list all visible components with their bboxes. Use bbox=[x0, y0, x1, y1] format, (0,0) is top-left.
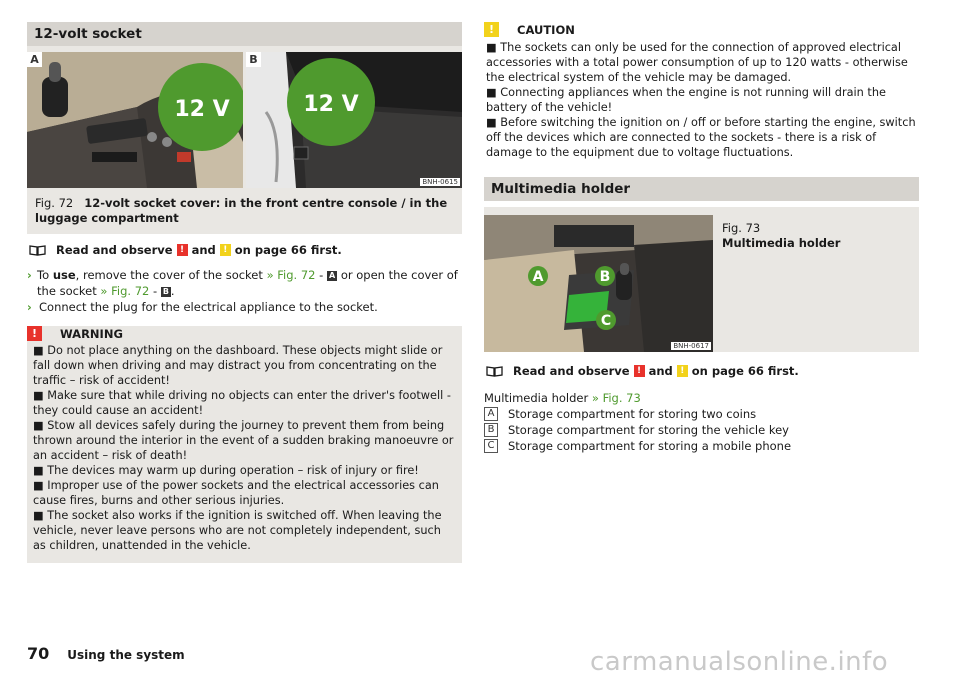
figure-72 bbox=[27, 46, 462, 234]
legend-text: Storage compartment for storing a mobile phone bbox=[508, 439, 792, 453]
holder-label-b: B bbox=[599, 269, 611, 285]
book-icon bbox=[486, 365, 503, 377]
legend-text: Storage compartment for storing the vehicle key bbox=[508, 423, 789, 437]
legend-item bbox=[484, 438, 919, 454]
legend-key-c: C bbox=[484, 439, 498, 453]
warning-line: ■ Do not place anything on the dashboard. These objects might slide or fall down when driving and may distract you from concentrating on the traffic – risk of accident! bbox=[33, 344, 443, 387]
legend-text: Storage compartment for storing two coins bbox=[508, 407, 757, 421]
warning-box bbox=[27, 326, 462, 563]
key-b-badge: B bbox=[162, 287, 169, 296]
legend-item bbox=[484, 422, 919, 438]
warning-line: ■ The socket also works if the ignition is switched off. When leaving the vehicle, never leave persons who are not completely independent, such as children, unattended in the vehicle. bbox=[33, 509, 442, 552]
caution-ref-icon: ! bbox=[677, 365, 688, 377]
caution-title: CAUTION bbox=[517, 22, 575, 37]
book-icon bbox=[29, 244, 46, 256]
holder-label-a: A bbox=[532, 269, 544, 285]
holder-illustration bbox=[484, 215, 713, 352]
fig-label-b: B bbox=[246, 52, 261, 67]
chevron-right-icon: › bbox=[27, 300, 32, 314]
warning-ref-icon: ! bbox=[634, 365, 645, 377]
console-illustration bbox=[27, 52, 243, 188]
figure-72-caption bbox=[27, 188, 462, 226]
warning-icon: ! bbox=[27, 326, 42, 341]
chevron-right-icon: › bbox=[27, 268, 32, 282]
step-2-text: Connect the plug for the electrical appliance to the socket. bbox=[39, 300, 378, 314]
fig-b-12v-label: 12 V bbox=[303, 92, 359, 117]
luggage-illustration bbox=[246, 52, 462, 188]
fig-label-a: A bbox=[27, 52, 42, 67]
step-1-text: To use, remove the cover of the socket » Fig. 72 - A or open the cover of the socket » Fig. 72 - B . bbox=[37, 268, 458, 298]
read-observe-and: and bbox=[191, 243, 216, 257]
read-and-observe bbox=[484, 364, 919, 378]
warning-header bbox=[27, 326, 462, 341]
photo-front-console bbox=[27, 52, 243, 188]
photo-luggage-compartment bbox=[246, 52, 462, 188]
figure-72-title: 12-volt socket cover: in the front centre console / in the luggage compartment bbox=[35, 196, 448, 225]
photo-multimedia-holder bbox=[484, 215, 713, 352]
figure-code: BNH-0617 bbox=[673, 342, 709, 350]
warning-title: WARNING bbox=[60, 326, 123, 341]
legend-key-b: B bbox=[484, 423, 498, 437]
left-column bbox=[27, 22, 462, 563]
warning-line: ■ Make sure that while driving no objects can enter the driver's footwell - they could cause an accident! bbox=[33, 389, 451, 417]
warning-line: ■ Stow all devices safely during the journey to prevent them from being thrown around the interior in the event of a sudden braking manoeuvre or an accident – risk of death! bbox=[33, 419, 454, 462]
caution-body bbox=[484, 37, 919, 160]
legend-key-a: A bbox=[484, 407, 498, 421]
read-and-observe bbox=[27, 243, 462, 257]
caution-ref-icon: ! bbox=[220, 244, 231, 256]
watermark: carmanualsonline.info bbox=[590, 647, 889, 677]
figure-73-title: Multimedia holder bbox=[722, 236, 841, 250]
section-title-12v-socket: 12-volt socket bbox=[27, 22, 462, 46]
figure-code: BNH-0615 bbox=[422, 178, 458, 186]
step-1 bbox=[27, 267, 462, 299]
holder-label-c: C bbox=[600, 313, 612, 329]
fig-73-link[interactable]: » Fig. 73 bbox=[591, 391, 641, 405]
warning-line: ■ Improper use of the power sockets and the electrical accessories can cause fires, burns and other serious injuries. bbox=[33, 479, 439, 507]
read-observe-page: on page 66 first. bbox=[691, 364, 799, 378]
figure-72-number: Fig. 72 bbox=[35, 196, 74, 210]
section-title-multimedia-holder: Multimedia holder bbox=[484, 177, 919, 201]
caution-icon: ! bbox=[484, 22, 499, 37]
caution-line: ■ Before switching the ignition on / off or before starting the engine, switch off the devices which are connected to the sockets - there is a risk of damage to the equipment due to voltage fluctuations. bbox=[486, 116, 916, 159]
read-observe-text: Read and observe bbox=[56, 243, 173, 257]
caution-header bbox=[484, 22, 919, 37]
read-observe-and: and bbox=[648, 364, 673, 378]
footer-title: Using the system bbox=[67, 648, 185, 662]
legend-item bbox=[484, 406, 919, 422]
fig-72-link[interactable]: » Fig. 72 bbox=[266, 268, 316, 282]
key-a-badge: A bbox=[328, 271, 336, 280]
figure-73 bbox=[484, 207, 919, 352]
legend-title: Multimedia holder » Fig. 73 bbox=[484, 391, 641, 405]
figure-73-caption bbox=[713, 215, 840, 352]
fig-72-link-2[interactable]: » Fig. 72 bbox=[100, 284, 150, 298]
page-number: 70 bbox=[27, 644, 50, 663]
caution-line: ■ The sockets can only be used for the connection of approved electrical accessories with a total power consumption of up to 120 watts - otherwise the electrical system of the vehicle may be damaged. bbox=[486, 41, 908, 84]
warning-ref-icon: ! bbox=[177, 244, 188, 256]
warning-line: ■ The devices may warm up during operation – risk of injury or fire! bbox=[33, 464, 419, 477]
read-observe-text: Read and observe bbox=[513, 364, 630, 378]
caution-line: ■ Connecting appliances when the engine is not running will drain the battery of the vehicle! bbox=[486, 86, 886, 114]
page-footer bbox=[27, 644, 185, 663]
instruction-steps bbox=[27, 267, 462, 315]
figure-72-photos bbox=[27, 52, 462, 188]
right-column bbox=[484, 22, 919, 454]
figure-73-number: Fig. 73 bbox=[722, 221, 761, 235]
read-observe-page: on page 66 first. bbox=[234, 243, 342, 257]
warning-body bbox=[27, 341, 462, 553]
fig-a-12v-label: 12 V bbox=[174, 97, 230, 122]
step-2 bbox=[27, 299, 462, 315]
